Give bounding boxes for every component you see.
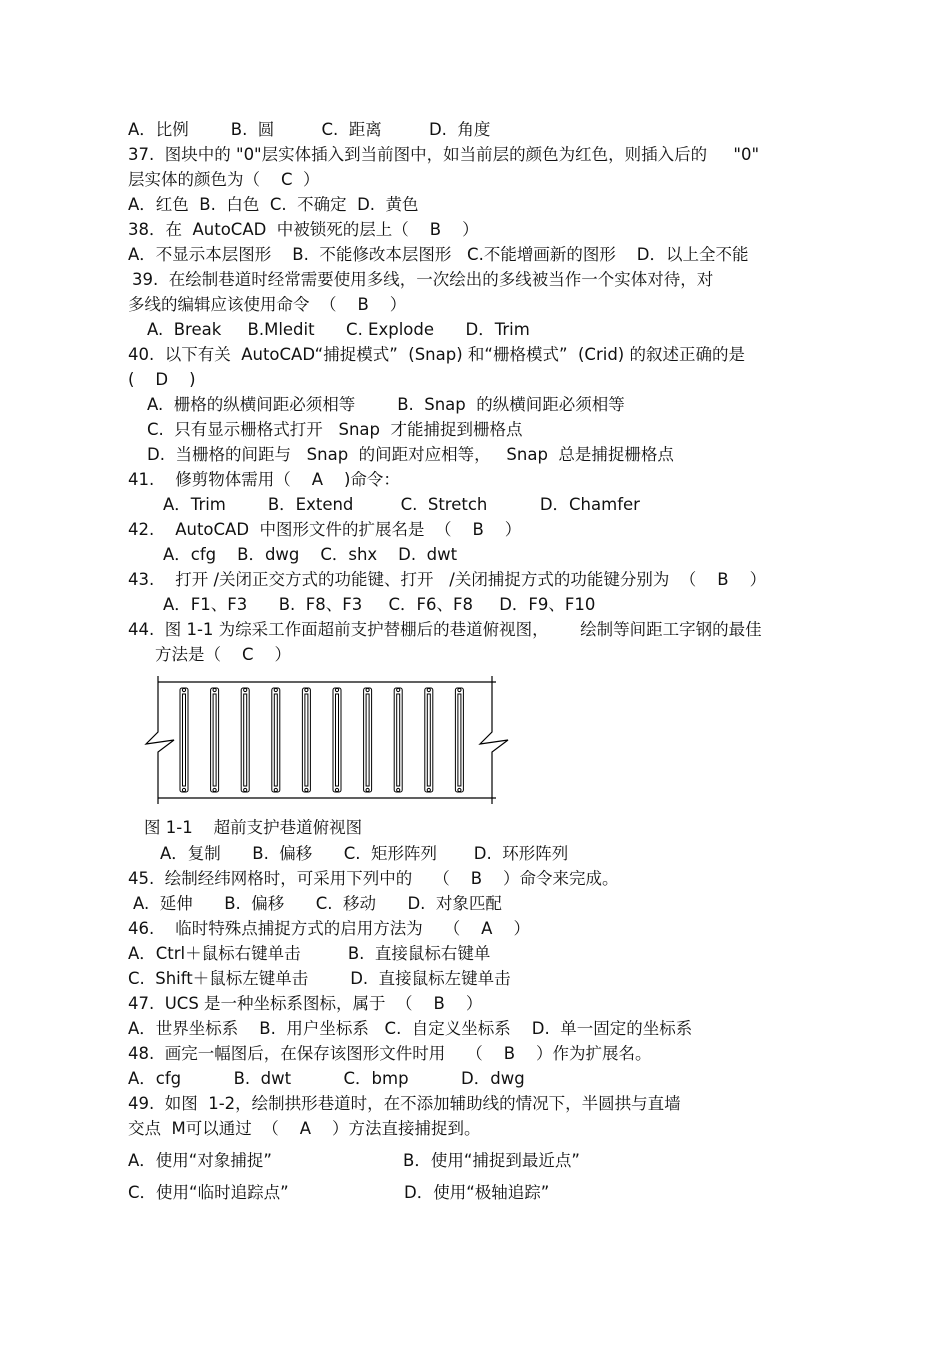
text-line: A．使用“对象捕捉” B．使用“捕捉到最近点” xyxy=(128,1151,580,1170)
text-line: 方法是（ C ） xyxy=(155,645,291,664)
beam-end-cap xyxy=(305,788,308,791)
beam-end-cap xyxy=(458,688,461,691)
beam-end-cap xyxy=(335,788,338,791)
i-beam-web xyxy=(427,694,430,786)
i-beam-web xyxy=(305,694,308,786)
text-line: 多线的编辑应该使用命令 （ B ） xyxy=(128,295,407,314)
text-line: A．不显示本层图形 B. 不能修改本层图形 C.不能增画新的图形 D．以上全不能 xyxy=(128,245,749,264)
text-line: 47. UCS 是一种坐标系图标，属于 （ B ） xyxy=(128,994,483,1013)
i-beam-support xyxy=(180,688,188,792)
i-beam-support xyxy=(455,688,463,792)
text-line: 42. AutoCAD 中图形文件的扩展名是 （ B ） xyxy=(128,520,522,539)
i-beam-web xyxy=(366,694,369,786)
text-line: 交点 M可以通过 （ A ）方法直接捕捉到。 xyxy=(128,1119,481,1138)
text-line: 37. 图块中的 "0"层实体插入到当前图中，如当前层的颜色为红色，则插入后的 "0" xyxy=(128,145,760,164)
text-line: 38．在 AutoCAD 中被锁死的层上（ B ） xyxy=(128,220,479,239)
beam-end-cap xyxy=(427,788,430,791)
left-break-line xyxy=(146,676,174,804)
beam-end-cap xyxy=(244,788,247,791)
i-beam-support xyxy=(425,688,433,792)
beam-end-cap xyxy=(335,688,338,691)
beam-end-cap xyxy=(397,788,400,791)
text-line: 层实体的颜色为（ C ） xyxy=(128,170,320,189)
i-beam-support xyxy=(272,688,280,792)
beam-end-cap xyxy=(244,688,247,691)
i-beam-web xyxy=(183,694,186,786)
beam-end-cap xyxy=(366,688,369,691)
text-line: 46. 临时特殊点捕捉方式的启用方法为 （ A ） xyxy=(128,919,530,938)
text-line: 43. 打开 /关闭正交方式的功能键、打开 /关闭捕捉方式的功能键分别为 （ B ） xyxy=(128,570,767,589)
text-line: 39. 在绘制巷道时经常需要使用多线，一次绘出的多线被当作一个实体对待，对 xyxy=(132,270,714,289)
i-beam-web xyxy=(213,694,216,786)
beam-end-cap xyxy=(274,788,277,791)
text-line: C．使用“临时追踪点” D．使用“极轴追踪” xyxy=(128,1183,550,1202)
text-line: 49. 如图 1-2，绘制拱形巷道时，在不添加辅助线的情况下，半圆拱与直墙 xyxy=(128,1094,681,1113)
text-line: 41. 修剪物体需用（ A )命令： xyxy=(128,470,400,489)
text-line: A．复制 B. 偏移 C. 矩形阵列 D. 环形阵列 xyxy=(160,844,569,863)
beam-end-cap xyxy=(213,788,216,791)
text-line: 44. 图 1-1 为综采工作面超前支护替棚后的巷道俯视图， 绘制等间距工字钢的最佳 xyxy=(128,620,762,639)
i-beam-support xyxy=(211,688,219,792)
text-line: 48. 画完一幅图后，在保存该图形文件时用 （ B ）作为扩展名。 xyxy=(128,1044,652,1063)
beam-end-cap xyxy=(366,788,369,791)
text-line: A. 延伸 B. 偏移 C. 移动 D. 对象匹配 xyxy=(133,894,502,913)
beam-end-cap xyxy=(213,688,216,691)
text-line: A. Break B.Mledit C. Explode D．Trim xyxy=(147,320,530,339)
i-beam-web xyxy=(244,694,247,786)
text-line: A．cfg B. dwt C．bmp D．dwg xyxy=(128,1069,525,1088)
i-beam-support xyxy=(333,688,341,792)
i-beam-support xyxy=(241,688,249,792)
beam-end-cap xyxy=(427,688,430,691)
i-beam-web xyxy=(397,694,400,786)
text-line: A．红色 B. 白色 C. 不确定 D. 黄色 xyxy=(128,195,419,214)
text-line: A．F1、F3 B. F8、F3 C．F6、F8 D．F9、F10 xyxy=(163,595,596,614)
text-line: 图 1-1 超前支护巷道俯视图 xyxy=(144,818,363,837)
text-line: C. Shift＋鼠标左键单击 D. 直接鼠标左键单击 xyxy=(128,969,511,988)
text-line: A．世界坐标系 B. 用户坐标系 C. 自定义坐标系 D. 单一固定的坐标系 xyxy=(128,1019,693,1038)
i-beam-web xyxy=(274,694,277,786)
i-beam-web xyxy=(458,694,461,786)
text-line: A．cfg B．dwg C．shx D. dwt xyxy=(163,545,458,564)
beam-end-cap xyxy=(458,788,461,791)
text-line: A．Ctrl＋鼠标右键单击 B. 直接鼠标右键单 xyxy=(128,944,491,963)
beam-end-cap xyxy=(274,688,277,691)
text-line: A．Trim B．Extend C. Stretch D．Chamfer xyxy=(163,495,640,514)
beam-end-cap xyxy=(397,688,400,691)
beam-end-cap xyxy=(305,688,308,691)
text-line: C. 只有显示栅格式打开 Snap 才能捕捉到栅格点 xyxy=(147,420,523,439)
text-line: ( D ) xyxy=(128,370,196,389)
i-beam-support xyxy=(364,688,372,792)
i-beam-web xyxy=(336,694,339,786)
text-line: 45. 绘制经纬网格时，可采用下列中的 （ B ）命令来完成。 xyxy=(128,869,619,888)
text-line: D. 当栅格的间距与 Snap 的间距对应相等， Snap 总是捕捉栅格点 xyxy=(147,445,674,464)
text-line: A. 栅格的纵横间距必须相等 B. Snap 的纵横间距必须相等 xyxy=(147,395,625,414)
beam-end-cap xyxy=(182,688,185,691)
i-beam-support xyxy=(394,688,402,792)
text-line: 40. 以下有关 AutoCAD“捕捉模式” (Snap) 和“栅格模式” (Crid) 的叙述正确的是 xyxy=(128,345,745,364)
beam-end-cap xyxy=(182,788,185,791)
right-break-line xyxy=(480,676,508,804)
i-beam-support xyxy=(302,688,310,792)
text-line: A．比例 B. 圆 C. 距离 D. 角度 xyxy=(128,120,491,139)
tunnel-plan-figure xyxy=(142,672,517,808)
